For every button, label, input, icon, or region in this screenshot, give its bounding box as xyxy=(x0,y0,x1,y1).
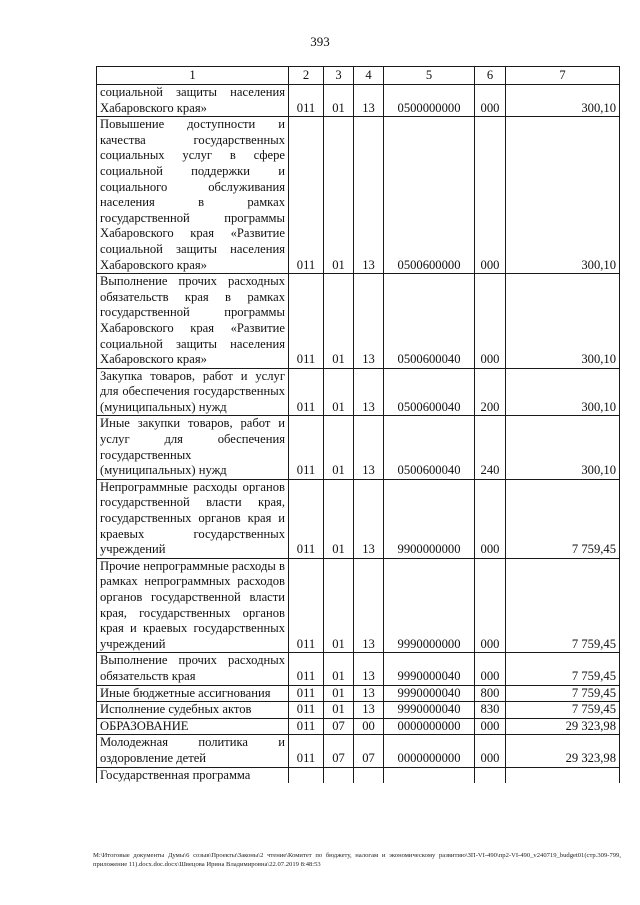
cell-section: 01 xyxy=(324,117,354,274)
cell-amount: 7 759,45 xyxy=(506,685,620,702)
table-row xyxy=(97,653,620,685)
table-header-row xyxy=(97,67,620,85)
table-row xyxy=(97,479,620,558)
cell-target-article: 9900000000 xyxy=(384,479,475,558)
cell-expense-type: 000 xyxy=(475,653,506,685)
cell-subsection xyxy=(354,767,384,783)
cell-target-article: 0500600040 xyxy=(384,368,475,416)
table-row xyxy=(97,274,620,369)
row-name: Иные бюджетные ассигнования xyxy=(97,685,289,702)
cell-expense-type: 000 xyxy=(475,558,506,653)
table-row xyxy=(97,558,620,653)
cell-code-admin: 011 xyxy=(289,416,324,479)
cell-expense-type: 800 xyxy=(475,685,506,702)
cell-target-article: 0500600000 xyxy=(384,117,475,274)
row-name: социальной защиты населения Хабаровского края» xyxy=(97,85,289,117)
cell-section: 01 xyxy=(324,368,354,416)
cell-subsection: 13 xyxy=(354,685,384,702)
cell-code-admin: 011 xyxy=(289,735,324,767)
column-header-3: 3 xyxy=(324,67,354,85)
file-path-footer: M:\Итоговые документы Думы\6 созыв\Проекты\Законы\2 чтение\Комитет по бюджету, налогам и экономическому развитию\ЗП-VI-490\пр2-VI-490_v240719_budget01(стр.309-799, приложение 11).docx.doc.docx\Швецова Ирина Владимировна\22.07.2019 8:48:53 xyxy=(93,852,621,868)
table-row xyxy=(97,368,620,416)
cell-expense-type: 000 xyxy=(475,718,506,735)
cell-target-article: 0500600040 xyxy=(384,274,475,369)
cell-code-admin: 011 xyxy=(289,479,324,558)
column-header-7: 7 xyxy=(506,67,620,85)
cell-amount: 300,10 xyxy=(506,117,620,274)
cell-section: 01 xyxy=(324,702,354,719)
row-name: Закупка товаров, работ и услуг для обеспечения государственных (муниципальных) нужд xyxy=(97,368,289,416)
table-row xyxy=(97,702,620,719)
cell-code-admin: 011 xyxy=(289,558,324,653)
cell-code-admin: 011 xyxy=(289,117,324,274)
cell-section xyxy=(324,767,354,783)
cell-section: 07 xyxy=(324,735,354,767)
row-name: Повышение доступности и качества государственных социальных услуг в сфере социальной поддержки и социального обслуживания населения в рамках государственной программы Хабаровского края «Развитие социальной защиты населения Хабаровского края» xyxy=(97,117,289,274)
row-name: ОБРАЗОВАНИЕ xyxy=(97,718,289,735)
row-name: Исполнение судебных актов xyxy=(97,702,289,719)
cell-target-article: 0500600040 xyxy=(384,416,475,479)
cell-section: 01 xyxy=(324,85,354,117)
column-header-6: 6 xyxy=(475,67,506,85)
cell-target-article: 9990000040 xyxy=(384,702,475,719)
cell-subsection: 13 xyxy=(354,274,384,369)
cell-expense-type: 000 xyxy=(475,735,506,767)
cell-expense-type: 200 xyxy=(475,368,506,416)
column-header-5: 5 xyxy=(384,67,475,85)
cell-subsection: 13 xyxy=(354,85,384,117)
row-name: Непрограммные расходы органов государственной власти края, государственных органов края и краевых государственных учреждений xyxy=(97,479,289,558)
cell-amount: 7 759,45 xyxy=(506,702,620,719)
cell-section: 01 xyxy=(324,653,354,685)
cell-amount: 300,10 xyxy=(506,274,620,369)
budget-table xyxy=(96,66,620,783)
cell-section: 01 xyxy=(324,558,354,653)
table-row xyxy=(97,685,620,702)
cell-section: 01 xyxy=(324,479,354,558)
cell-code-admin: 011 xyxy=(289,702,324,719)
cell-target-article: 0500000000 xyxy=(384,85,475,117)
table-row-partial xyxy=(97,767,620,783)
cell-amount: 29 323,98 xyxy=(506,718,620,735)
table-row xyxy=(97,735,620,767)
row-name: Прочие непрограммные расходы в рамках непрограммных расходов органов государственной власти края, государственных органов края и краевых государственных учреждений xyxy=(97,558,289,653)
cell-subsection: 13 xyxy=(354,117,384,274)
cell-subsection: 13 xyxy=(354,558,384,653)
row-name: Молодежная политика и оздоровление детей xyxy=(97,735,289,767)
column-header-2: 2 xyxy=(289,67,324,85)
cell-code-admin: 011 xyxy=(289,274,324,369)
cell-subsection: 13 xyxy=(354,368,384,416)
table-row xyxy=(97,117,620,274)
cell-amount: 7 759,45 xyxy=(506,558,620,653)
table-row xyxy=(97,416,620,479)
cell-subsection: 13 xyxy=(354,653,384,685)
cell-amount: 7 759,45 xyxy=(506,653,620,685)
cell-target-article: 9990000040 xyxy=(384,685,475,702)
cell-expense-type: 000 xyxy=(475,274,506,369)
cell-expense-type: 240 xyxy=(475,416,506,479)
cell-section: 01 xyxy=(324,416,354,479)
cell-amount xyxy=(506,767,620,783)
cell-target-article: 9990000000 xyxy=(384,558,475,653)
cell-target-article xyxy=(384,767,475,783)
cell-section: 01 xyxy=(324,685,354,702)
cell-expense-type: 000 xyxy=(475,479,506,558)
cell-section: 01 xyxy=(324,274,354,369)
cell-amount: 29 323,98 xyxy=(506,735,620,767)
cell-expense-type xyxy=(475,767,506,783)
row-name: Выполнение прочих расходных обязательств края xyxy=(97,653,289,685)
column-header-4: 4 xyxy=(354,67,384,85)
cell-code-admin: 011 xyxy=(289,653,324,685)
table-row xyxy=(97,85,620,117)
row-name: Иные закупки товаров, работ и услуг для обеспечения государственных (муниципальных) нужд xyxy=(97,416,289,479)
cell-subsection: 00 xyxy=(354,718,384,735)
cell-code-admin: 011 xyxy=(289,368,324,416)
cell-expense-type: 830 xyxy=(475,702,506,719)
cell-amount: 300,10 xyxy=(506,368,620,416)
row-name: Государственная программа xyxy=(97,767,289,783)
cell-code-admin: 011 xyxy=(289,718,324,735)
cell-amount: 300,10 xyxy=(506,85,620,117)
cell-subsection: 13 xyxy=(354,416,384,479)
table-row xyxy=(97,718,620,735)
column-header-1: 1 xyxy=(97,67,289,85)
cell-expense-type: 000 xyxy=(475,117,506,274)
page-number: 393 xyxy=(310,34,330,49)
cell-code-admin: 011 xyxy=(289,85,324,117)
row-name: Выполнение прочих расходных обязательств края в рамках государственной программы Хабаровского края «Развитие социальной защиты населения Хабаровского края» xyxy=(97,274,289,369)
cell-subsection: 13 xyxy=(354,702,384,719)
cell-subsection: 13 xyxy=(354,479,384,558)
cell-target-article: 0000000000 xyxy=(384,735,475,767)
cell-amount: 7 759,45 xyxy=(506,479,620,558)
cell-section: 07 xyxy=(324,718,354,735)
cell-target-article: 0000000000 xyxy=(384,718,475,735)
cell-target-article: 9990000040 xyxy=(384,653,475,685)
cell-subsection: 07 xyxy=(354,735,384,767)
cell-code-admin: 011 xyxy=(289,685,324,702)
cell-amount: 300,10 xyxy=(506,416,620,479)
cell-code-admin xyxy=(289,767,324,783)
cell-expense-type: 000 xyxy=(475,85,506,117)
